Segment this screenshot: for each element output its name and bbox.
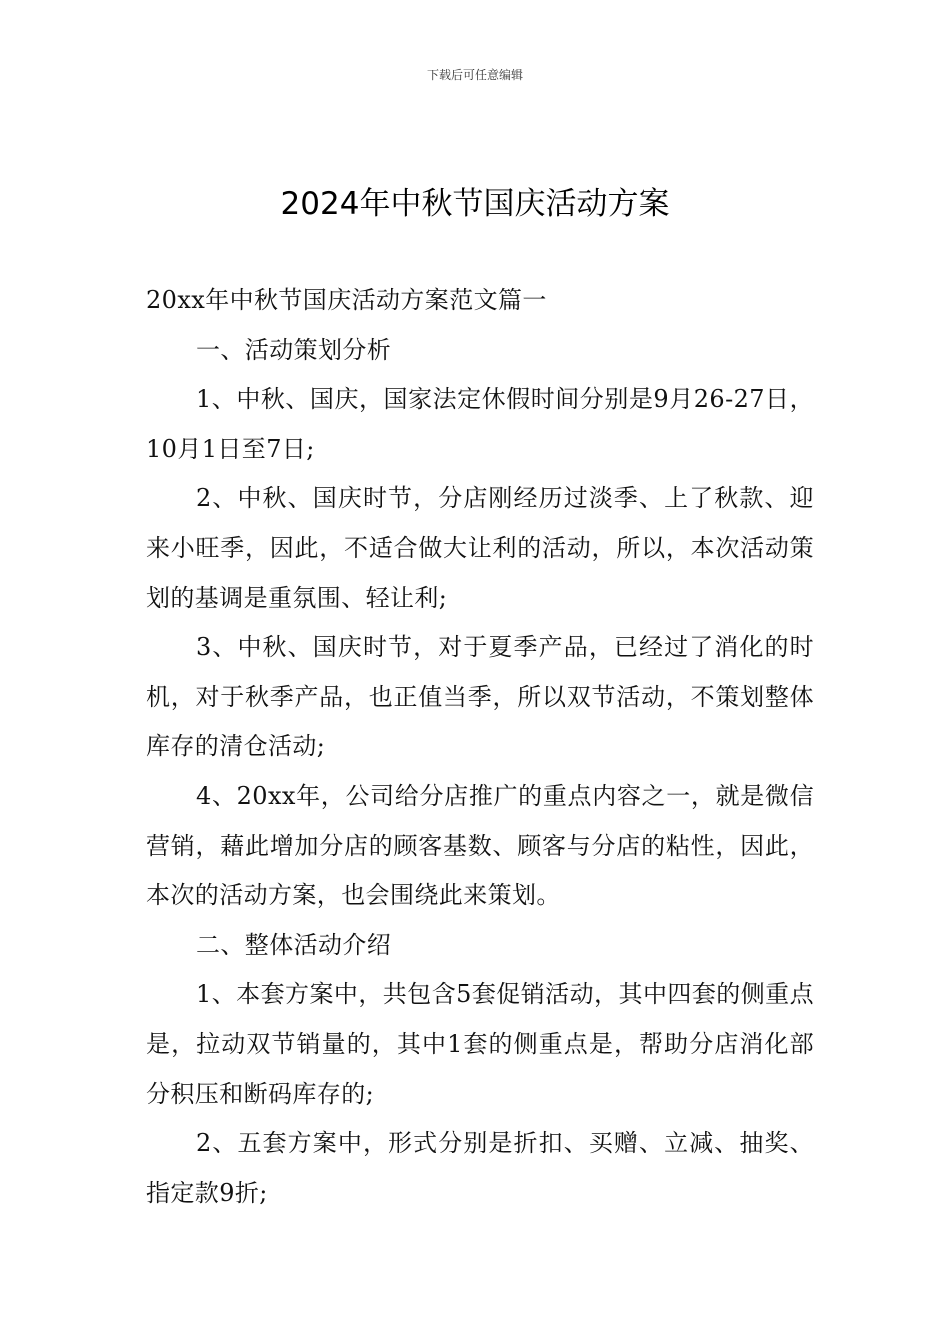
paragraph-item: 2、五套方案中，形式分别是折扣、买赠、立减、抽奖、指定款9折; <box>146 1129 814 1207</box>
header-note: 下载后可任意编辑 <box>426 68 523 82</box>
paragraph-item: 2、中秋、国庆时节，分店刚经历过淡季、上了秋款、迎来小旺季，因此，不适合做大让利的活动，所以，本次活动策划的基调是重氛围、轻让利; <box>146 484 814 612</box>
document-body <box>146 276 814 1218</box>
paragraph-item: 3、中秋、国庆时节，对于夏季产品，已经过了消化的时机，对于秋季产品，也正值当季，所以双节活动，不策划整体库存的清仓活动; <box>146 633 814 761</box>
paragraph-heading-overview: 二、整体活动介绍 <box>196 930 392 959</box>
paragraph-heading-analysis: 一、活动策划分析 <box>196 335 392 364</box>
paragraph-item: 1、本套方案中，共包含5套促销活动，其中四套的侧重点是，拉动双节销量的，其中1套的侧重点是，帮助分店消化部分积压和断码库存的; <box>146 980 814 1108</box>
paragraph-item: 4、20xx年，公司给分店推广的重点内容之一，就是微信营销，藉此增加分店的顾客基数、顾客与分店的粘性，因此，本次的活动方案，也会围绕此来策划。 <box>146 781 814 910</box>
paragraph-item: 1、中秋、国庆，国家法定休假时间分别是9月26-27日，10月1日至7日; <box>146 385 814 463</box>
document-title: 2024年中秋节国庆活动方案 <box>280 186 670 222</box>
paragraph-section-heading: 20xx年中秋节国庆活动方案范文篇一 <box>146 286 547 314</box>
